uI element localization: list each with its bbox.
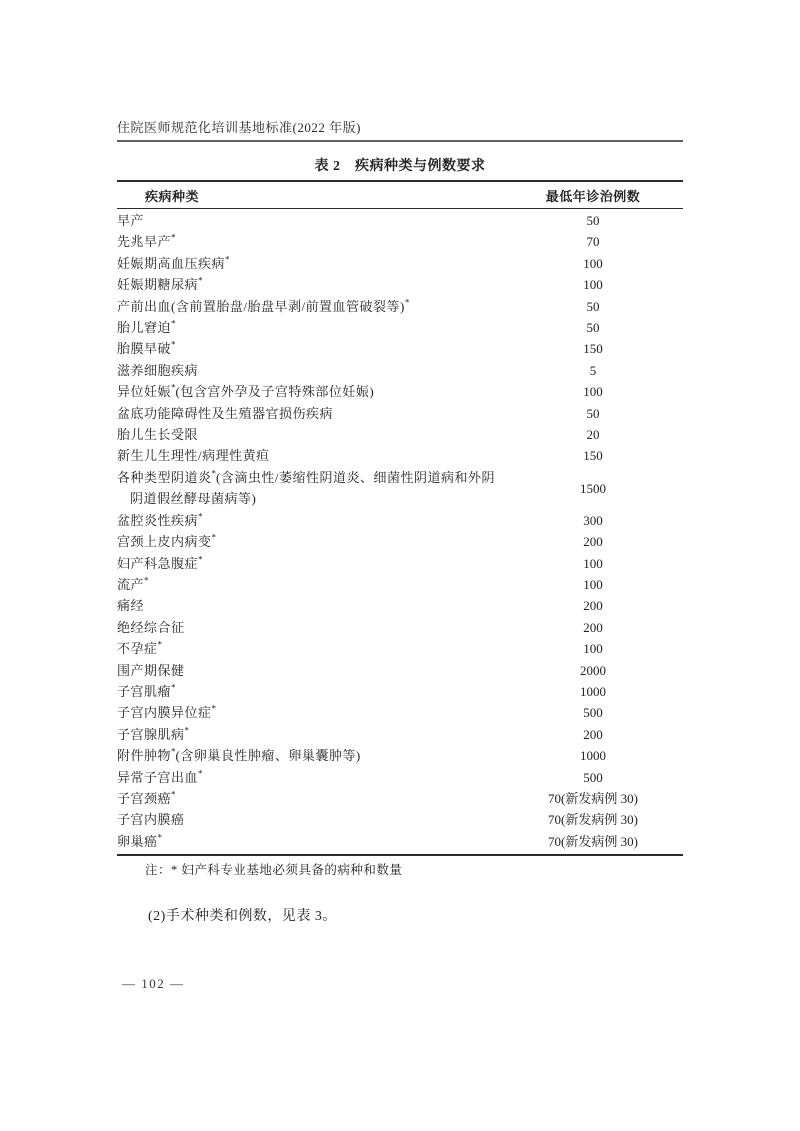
disease-name: 子宫腺肌病* (117, 725, 190, 742)
disease-name: 妊娠期糖尿病* (117, 275, 203, 293)
min-annual-cases-value: 5 (589, 362, 597, 378)
table-row (117, 574, 683, 595)
required-asterisk: * (144, 575, 149, 586)
disease-name: 卵巢癌* (117, 832, 163, 849)
required-asterisk: * (198, 511, 203, 522)
running-header: 住院医师规范化培训基地标准(2022 年版) (117, 120, 361, 135)
required-asterisk: * (198, 768, 203, 779)
table-body (117, 209, 683, 854)
min-annual-cases-value: 70(新发病例 30) (548, 833, 638, 849)
min-annual-cases-value: 200 (583, 534, 603, 550)
table-row (117, 510, 683, 531)
disease-name: 异常子宫出血* (117, 768, 203, 785)
disease-name: 子宫肌瘤* (117, 682, 176, 699)
body-paragraph: (2)手术种类和例数，见表 3。 (148, 909, 337, 924)
min-annual-cases-value: 200 (583, 726, 603, 742)
min-annual-cases-value: 100 (583, 641, 603, 657)
required-asterisk: * (198, 275, 203, 286)
disease-name: 早产 (117, 213, 145, 228)
disease-name: 附件肿物*(含卵巢良性肿瘤、卵巢囊肿等) (117, 746, 361, 764)
table-row (117, 767, 683, 788)
required-asterisk: * (211, 468, 217, 479)
required-asterisk: * (157, 832, 163, 843)
min-annual-cases-value: 150 (583, 448, 603, 464)
table-row (117, 445, 683, 466)
min-annual-cases-value: 500 (583, 769, 603, 785)
table-row (117, 553, 683, 574)
min-annual-cases-value: 50 (586, 320, 600, 336)
table-row (117, 274, 683, 295)
disease-name: 宫颈上皮内病变* (117, 532, 217, 550)
disease-name: 盆腔炎性疾病* (117, 511, 203, 528)
min-annual-cases-value: 500 (583, 705, 603, 721)
min-annual-cases-value: 1000 (580, 748, 606, 764)
min-annual-cases-value: 100 (583, 255, 603, 271)
min-annual-cases-value: 100 (583, 555, 603, 571)
required-asterisk: * (404, 297, 410, 308)
table-row (117, 296, 683, 317)
disease-name: 异位妊娠*(包含宫外孕及子宫特殊部位妊娠) (117, 382, 375, 400)
min-annual-cases-value: 70 (586, 234, 600, 250)
disease-name: 流产* (117, 575, 149, 592)
min-annual-cases-value: 50 (586, 298, 600, 314)
disease-name: 胎膜早破* (117, 340, 176, 357)
disease-name: 痛经 (117, 598, 145, 614)
table-row (117, 231, 683, 252)
min-annual-cases-value: 300 (583, 512, 603, 528)
required-asterisk: * (171, 382, 176, 393)
table-row (117, 702, 683, 723)
table-row (117, 788, 683, 809)
table-title: 表 2 疾病种类与例数要求 (314, 159, 486, 174)
min-annual-cases-value: 100 (583, 277, 603, 293)
disease-name: 妊娠期高血压疾病* (117, 254, 230, 271)
required-asterisk: * (171, 789, 176, 800)
table-row (117, 809, 683, 830)
min-annual-cases-value: 1500 (580, 480, 606, 496)
disease-name: 围产期保健 (117, 662, 185, 678)
disease-table (117, 180, 683, 856)
min-annual-cases-value: 50 (586, 213, 600, 228)
min-annual-cases-value: 150 (583, 341, 603, 357)
table-row (117, 381, 683, 402)
disease-name: 滋养细胞疾病 (117, 362, 199, 378)
table-row (117, 467, 683, 510)
disease-name: 先兆早产* (117, 233, 176, 250)
required-asterisk: * (171, 340, 176, 351)
min-annual-cases-value: 70(新发病例 30) (548, 812, 638, 828)
required-asterisk: * (171, 682, 176, 693)
header-rule (117, 140, 683, 142)
table-row (117, 338, 683, 359)
column-header-min-annual-cases: 最低年诊治例数 (545, 188, 641, 204)
table-row (117, 745, 683, 766)
disease-name: 妇产科急腹症* (117, 554, 203, 571)
table-row (117, 617, 683, 638)
disease-name: 绝经综合征 (117, 619, 185, 635)
required-asterisk: * (211, 532, 217, 543)
min-annual-cases-value: 100 (583, 576, 603, 592)
table-row (117, 681, 683, 702)
min-annual-cases-value: 50 (586, 405, 600, 421)
table-header-row (117, 182, 683, 209)
disease-name: 胎儿生长受限 (117, 427, 199, 443)
table-row (117, 360, 683, 381)
disease-name: 子宫颈癌* (117, 789, 176, 806)
disease-name: 盆底功能障碍性及生殖器官损伤疾病 (117, 405, 334, 421)
required-asterisk: * (184, 725, 190, 736)
disease-name: 子宫内膜异位症* (117, 704, 217, 721)
required-asterisk: * (171, 233, 176, 244)
disease-name: 新生儿生理性/病理性黄疸 (117, 448, 270, 464)
column-header-disease-type: 疾病种类 (145, 188, 200, 204)
min-annual-cases-value: 200 (583, 619, 603, 635)
table-row (117, 831, 683, 852)
page-number: — 102 — (122, 976, 185, 991)
table-row (117, 724, 683, 745)
disease-name: 各种类型阴道炎*(含滴虫性/萎缩性阴道炎、细菌性阴道病和外阴阴道假丝酵母菌病等) (117, 468, 495, 507)
table-row (117, 403, 683, 424)
min-annual-cases-value: 100 (583, 384, 603, 400)
min-annual-cases-value: 1000 (580, 683, 606, 699)
min-annual-cases-value: 20 (586, 427, 600, 443)
table-note: 注：* 妇产科专业基地必须具备的病种和数量 (145, 863, 403, 877)
table-row (117, 638, 683, 659)
required-asterisk: * (171, 318, 176, 329)
table-row (117, 424, 683, 445)
table-row (117, 660, 683, 681)
required-asterisk: * (225, 254, 230, 265)
disease-name: 不孕症* (117, 639, 163, 657)
table-row (117, 253, 683, 274)
disease-name: 子宫内膜癌 (117, 812, 185, 828)
min-annual-cases-value: 70(新发病例 30) (548, 790, 638, 806)
min-annual-cases-value: 200 (583, 598, 603, 614)
disease-name: 产前出血(含前置胎盘/胎盘早剥/前置血管破裂等)* (117, 297, 410, 314)
disease-name: 胎儿窘迫* (117, 318, 176, 336)
table-row (117, 595, 683, 616)
table-row (117, 210, 683, 231)
table-row (117, 317, 683, 338)
required-asterisk: * (198, 554, 203, 565)
required-asterisk: * (211, 704, 217, 715)
min-annual-cases-value: 2000 (580, 662, 606, 678)
required-asterisk: * (171, 746, 176, 757)
table-row (117, 531, 683, 552)
required-asterisk: * (157, 639, 163, 650)
